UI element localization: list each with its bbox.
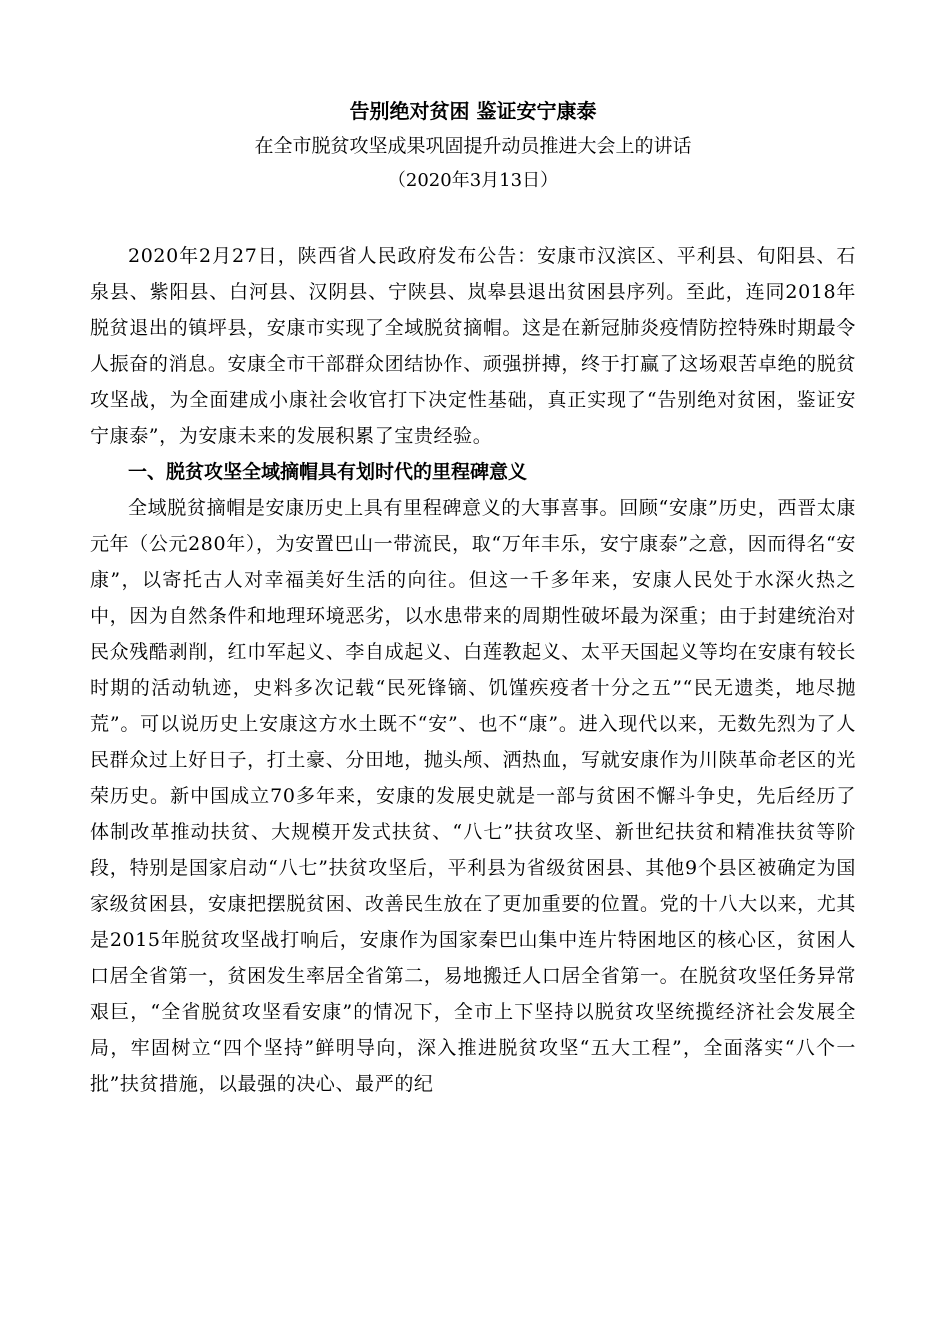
document-subtitle: 在全市脱贫攻坚成果巩固提升动员推进大会上的讲话 [254, 135, 692, 157]
section-paragraph: 全域脱贫摘帽是安康历史上具有里程碑意义的大事喜事。回顾“安康”历史，西晋太康元年（公元280年），为安置巴山一带流民，取“万年丰乐，安宁康泰”之意，因而得名“安康”，以寄托古人对幸福美好生活的向往。但这一千多年来，安康人民处于水深火热之中，因为自然条件和地理环境恶劣，以水患带来的周期性破坏最为深重；由于封建统治对民众残酷剥削，红巾军起义、李自成起义、白莲教起义、太平天国起义等均在安康有较长时期的活动轨迹，史料多次记载“民死锋镝、饥馑疾疫者十分之五”“民无遗类，地尽抛荒”。可以说历史上安康这方水土既不“安”、也不“康”。进入现代以来，无数先烈为了人民群众过上好日子，打土豪、分田地，抛头颅、洒热血，写就安康作为川陕革命老区的光荣历史。新中国成立70多年来，安康的发展史就是一部与贫困不懈斗争史，先后经历了体制改革推动扶贫、大规模开发式扶贫、“八七”扶贫攻坚、新世纪扶贫和精准扶贫等阶段，特别是国家启动“八七”扶贫攻坚后，平利县为省级贫困县、其他9个县区被确定为国家级贫困县，安康把摆脱贫困、改善民生放在了更加重要的位置。党的十八大以来，尤其是2015年脱贫攻坚战打响后，安康作为国家秦巴山集中连片特困地区的核心区，贫困人口居全省第一，贫困发生率居全省第二，易地搬迁人口居全省第一。在脱贫攻坚任务异常艰巨，“全省脱贫攻坚看安康”的情况下，全市上下坚持以脱贫攻坚统揽经济社会发展全局，牢固树立“四个坚持”鲜明导向，深入推进脱贫攻坚“五大工程”，全面落实“八个一批”扶贫措施，以最强的决心、最严的纪 [90, 497, 856, 1095]
intro-paragraph: 2020年2月27日，陕西省人民政府发布公告：安康市汉滨区、平利县、旬阳县、石泉县、紫阳县、白河县、汉阴县、宁陕县、岚皋县退出贫困县序列。至此，连同2018年脱贫退出的镇坪县，安康市实现了全域脱贫摘帽。这是在新冠肺炎疫情防控特殊时期最令人振奋的消息。安康全市干部群众团结协作、顽强拼搏，终于打赢了这场艰苦卓绝的脱贫攻坚战，为全面建成小康社会收官打下决定性基础，真正实现了“告别绝对贫困，鉴证安宁康泰”，为安康未来的发展积累了宝贵经验。 [90, 245, 856, 447]
document-title: 告别绝对贫困 鉴证安宁康泰 [349, 99, 597, 123]
document-page [90, 96, 856, 1102]
section-heading: 一、脱贫攻坚全域摘帽具有划时代的里程碑意义 [128, 461, 528, 483]
document-date: （2020年3月13日） [387, 170, 559, 191]
